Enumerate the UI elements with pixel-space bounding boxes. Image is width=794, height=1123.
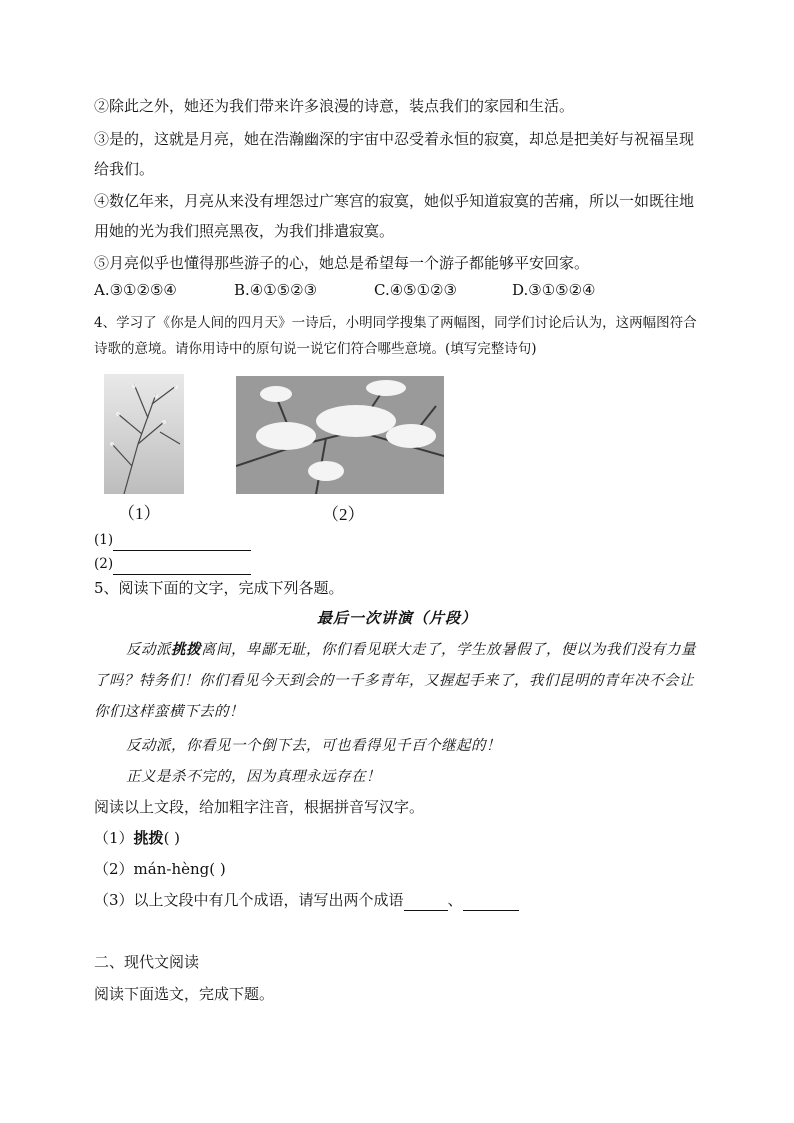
q5-instruction: 阅读以上文段，给加粗字注音，根据拼音写汉字。: [94, 798, 425, 816]
option-b[interactable]: B.④①⑤②③: [234, 281, 318, 299]
sentence-3: ③是的，这就是月亮，她在浩瀚幽深的宇宙中忍受着永恒的寂寞，却总是把美好与祝福呈现给我们。: [94, 130, 695, 178]
frosted-branch-photo: [104, 374, 184, 494]
answer-options: [94, 281, 654, 299]
sentence-2: ②除此之外，她还为我们带来许多浪漫的诗意，装点我们的家园和生活。: [94, 97, 575, 115]
passage-paragraph-2: 反动派，你看见一个倒下去，可也看得见千百个继起的！: [126, 738, 501, 754]
sub1-number: （1）: [94, 829, 134, 847]
sub1-answer-paren[interactable]: ( ): [163, 829, 181, 847]
p1-lead: 反动派: [126, 642, 171, 658]
sentence-4: ④数亿年来，月亮从来没有埋怨过广寒宫的寂寞，她似乎知道寂寞的苦痛，所以一如既往地用她的光为我们照亮黑夜，为我们排遣寂寞。: [94, 192, 695, 240]
p1-rest: 离间，卑鄙无耻，你们看见联大走了，学生放暑假了，便以为我们没有力量了吗？特务们！你们看见今天到会的一千多青年，又握起手来了，我们昆明的青年决不会让你们这样蛮横下去的！: [94, 642, 696, 720]
sub-question-2[interactable]: （2）mán-hèng( ): [94, 860, 226, 878]
idiom-blank-1[interactable]: [404, 894, 448, 911]
option-c[interactable]: C.④⑤①②③: [374, 281, 457, 299]
section-2-intro: 阅读下面选文，完成下题。: [94, 985, 275, 1003]
sentence-5: ⑤月亮似乎也懂得那些游子的心，她总是希望每一个游子都能够平安回家。: [94, 254, 590, 272]
bold-word-tiaobo: 挑拨: [171, 641, 201, 658]
idiom-blank-2[interactable]: [463, 894, 519, 911]
answer-blank-1[interactable]: [113, 534, 251, 551]
answer-label-2: (2): [94, 556, 114, 572]
passage-paragraph-1: [94, 634, 700, 728]
sub-question-1: [94, 827, 180, 849]
question-5-stem: 5、阅读下面的文字，完成下列各题。: [94, 579, 344, 597]
answer-label-1: (1): [94, 532, 114, 548]
answer-line-2: [94, 553, 251, 575]
answer-line-1: [94, 529, 251, 551]
section-2-heading: 二、现代文阅读: [94, 953, 200, 971]
sub-question-3: [94, 889, 519, 911]
passage-title: 最后一次讲演（片段）: [316, 609, 477, 627]
answer-blank-2[interactable]: [113, 558, 251, 575]
option-d[interactable]: D.③①⑤②④: [512, 281, 596, 299]
sub3-text: （3）以上文段中有几个成语，请写出两个成语: [94, 891, 404, 909]
passage-paragraph-3: 正义是杀不完的，因为真理永远存在！: [126, 769, 381, 785]
sub3-separator: 、: [447, 891, 463, 909]
sub1-word: 挑拨: [133, 829, 164, 847]
option-a[interactable]: A.③①②⑤④: [94, 281, 177, 299]
snow-branch-photo: [236, 376, 444, 494]
caption-2: （2）: [322, 505, 365, 524]
question-4-stem: 4、学习了《你是人间的四月天》一诗后，小明同学搜集了两幅图，同学们讨论后认为，这两幅图符合诗歌的意境。请你用诗中的原句说一说它们符合哪些意境。(填写完整诗句): [94, 315, 697, 357]
caption-1: （1）: [118, 504, 161, 523]
